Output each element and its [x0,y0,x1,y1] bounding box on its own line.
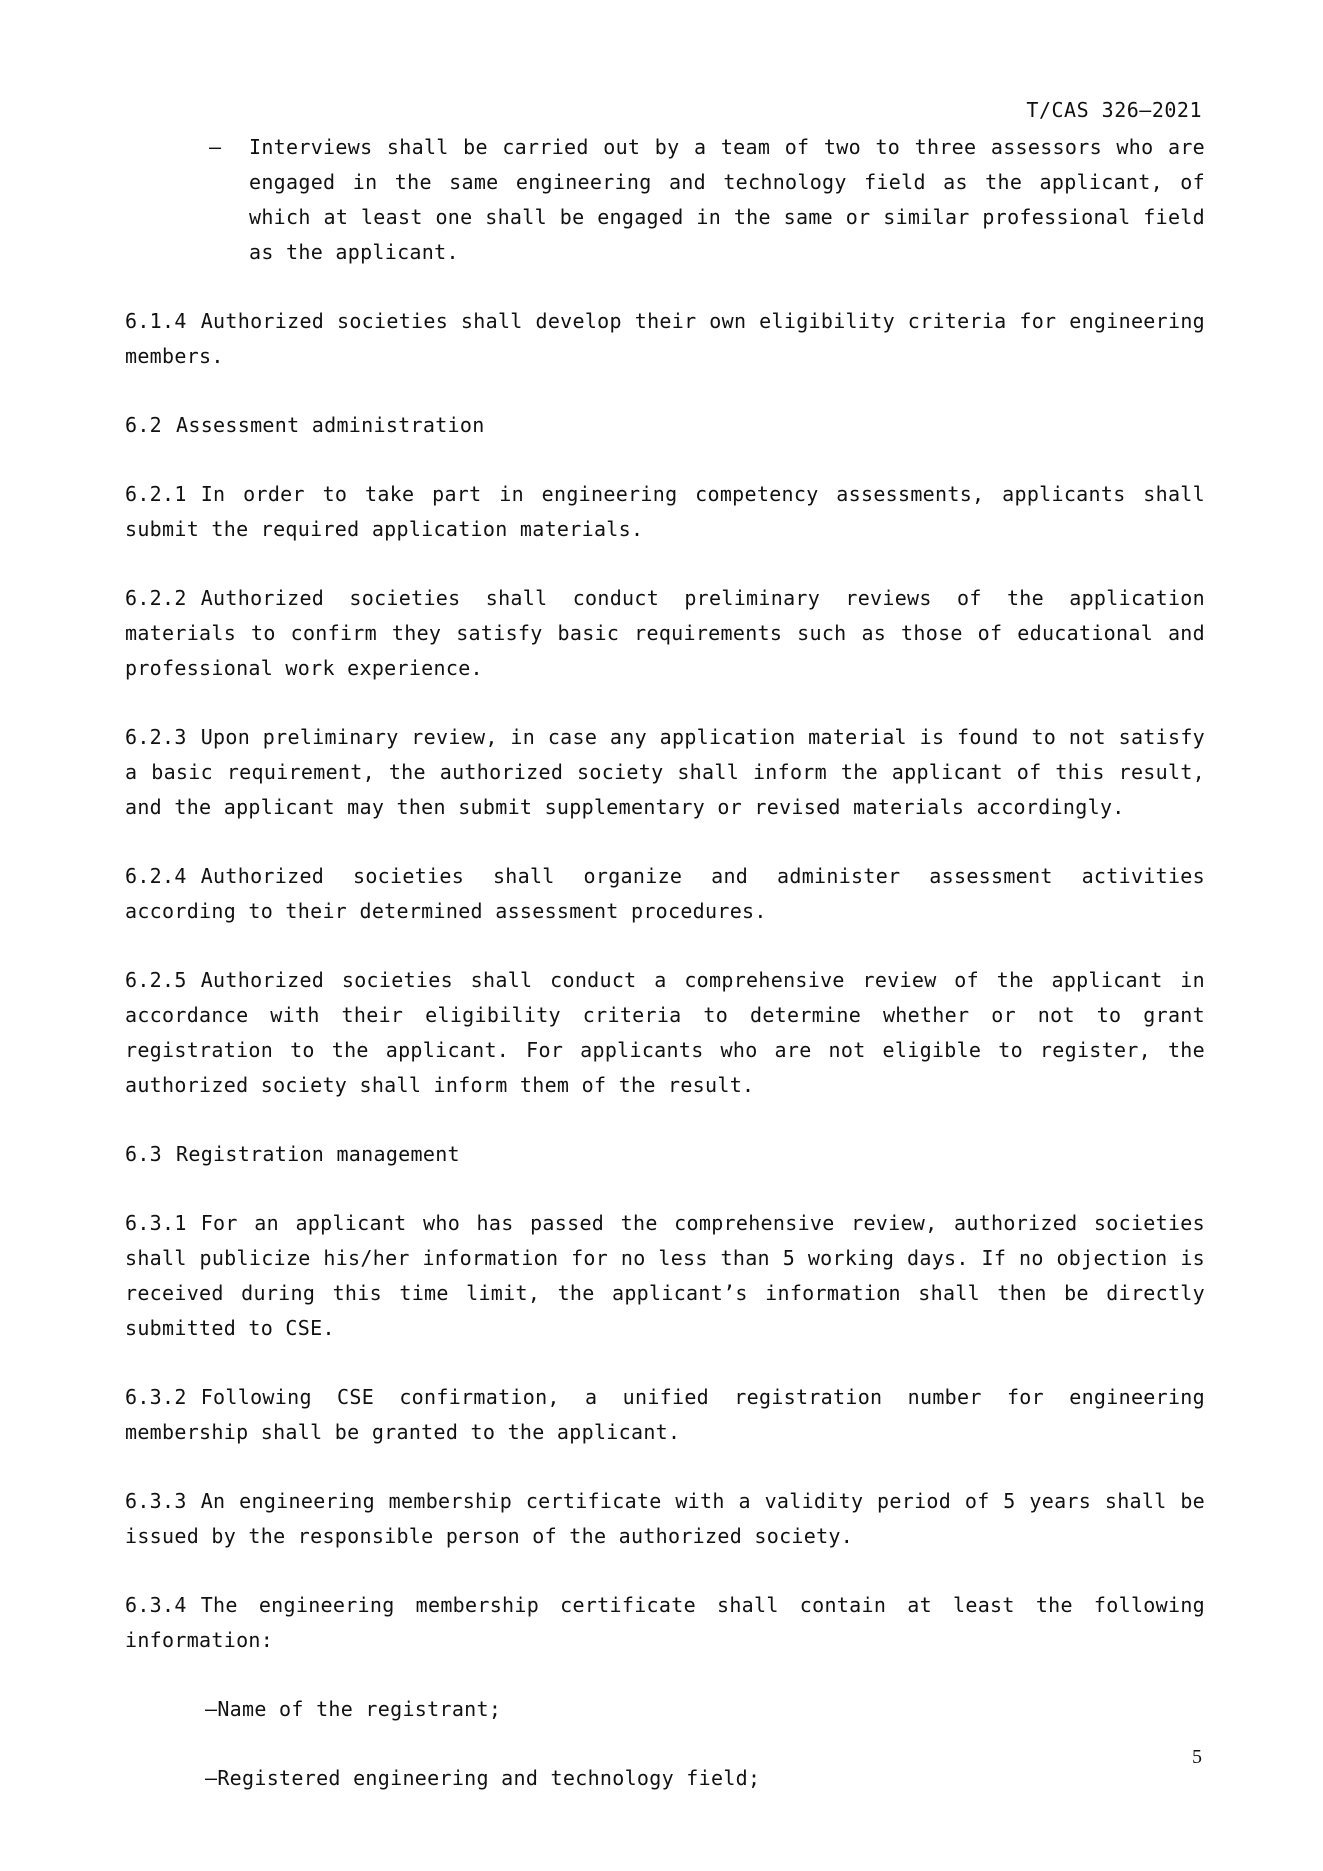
document-code: T/CAS 326—2021 [1026,98,1202,122]
interview-requirement-item [125,130,1205,270]
clause-number: 6.2.5 [125,968,187,992]
clause-text: In order to take part in engineering competency assessments, applicants shall submit the required application materials. [125,482,1205,541]
document-body [125,130,1205,1830]
clause-text: The engineering membership certificate shall contain at least the following information: [125,1593,1205,1652]
clause-text: Authorized societies shall conduct a comprehensive review of the applicant in accordance with their eligibility criteria to determine whether or not to grant registration to the applicant. For applicants who are not eligible to register, the authorized society shall inform them of the result. [125,968,1205,1097]
section-title: Registration management [176,1142,460,1166]
clause-text: Upon preliminary review, in case any application material is found to not satisfy a basic requirement, the authorized society shall inform the applicant of this result, and the applicant may then submit supplementary or revised materials accordingly. [125,725,1205,819]
interview-requirement-text: Interviews shall be carried out by a team of two to three assessors who are engaged in the same engineering and technology field as the applicant, of which at least one shall be engaged in the same or similar professional field as the applicant. [249,135,1205,264]
clause-6-2-2 [125,581,1205,686]
clause-text: Following CSE confirmation, a unified registration number for engineering membership shall be granted to the applicant. [125,1385,1205,1444]
clause-6-3-4 [125,1588,1205,1658]
clause-number: 6.3.3 [125,1489,187,1513]
clause-number: 6.2.1 [125,482,187,506]
clause-6-2-4 [125,859,1205,929]
clause-text: Authorized societies shall conduct preliminary reviews of the application materials to confirm they satisfy basic requirements such as those of educational and professional work experience. [125,586,1205,680]
section-title: Assessment administration [176,413,485,437]
clause-number: 6.3.2 [125,1385,187,1409]
clause-text: For an applicant who has passed the comprehensive review, authorized societies shall publicize his/her information for no less than 5 working days. If no objection is received during this time limit, the applicant’s information shall then be directly submitted to CSE. [125,1211,1205,1340]
clause-number: 6.3.4 [125,1593,187,1617]
clause-6-2-5 [125,963,1205,1103]
clause-6-1-4 [125,304,1205,374]
clause-6-3-3 [125,1484,1205,1554]
dash-marker: — [209,135,222,159]
section-number: 6.2 [125,413,163,437]
certificate-info-item-name: —Name of the registrant; [205,1697,502,1721]
section-heading-6-2 [125,408,1205,443]
clause-number: 6.2.4 [125,864,187,888]
clause-6-3-2 [125,1380,1205,1450]
clause-6-2-1 [125,477,1205,547]
clause-number: 6.3.1 [125,1211,187,1235]
clause-6-3-1 [125,1206,1205,1346]
section-heading-6-3 [125,1137,1205,1172]
clause-text: Authorized societies shall organize and administer assessment activities according to their determined assessment procedures. [125,864,1205,923]
clause-number: 6.2.3 [125,725,187,749]
clause-number: 6.2.2 [125,586,187,610]
clause-text: Authorized societies shall develop their own eligibility criteria for engineering members. [125,309,1205,368]
clause-text: An engineering membership certificate with a validity period of 5 years shall be issued by the responsible person of the authorized society. [125,1489,1205,1548]
page-number: 5 [1192,1746,1202,1768]
section-number: 6.3 [125,1142,163,1166]
clause-6-2-3 [125,720,1205,825]
clause-number: 6.1.4 [125,309,187,333]
certificate-info-item-field: —Registered engineering and technology field; [205,1766,761,1790]
